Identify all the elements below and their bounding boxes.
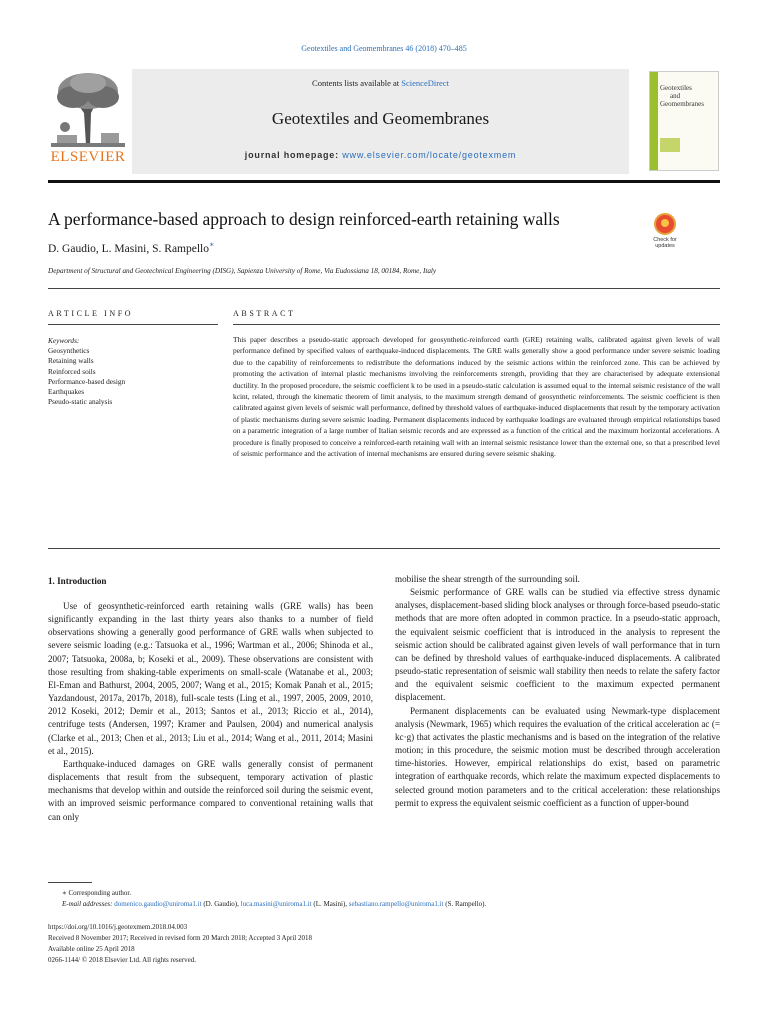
keyword-item: Pseudo-static analysis (48, 397, 113, 407)
keyword-item: Reinforced soils (48, 366, 96, 376)
article-info-heading: ARTICLE INFO (48, 309, 134, 318)
doi-link[interactable]: https://doi.org/10.1016/j.geotexmem.2018.04.003 (48, 923, 188, 931)
keywords-block (48, 336, 218, 407)
elsevier-logo[interactable] (48, 69, 128, 169)
journal-header (48, 69, 720, 177)
publisher-wordmark: ELSEVIER (50, 149, 126, 165)
journal-reference-link[interactable]: Geotextiles and Geomembranes 46 (2018) 470–485 (301, 44, 467, 53)
available-online: Available online 25 April 2018 (48, 945, 135, 953)
check-updates-label: Check for updates (653, 237, 677, 249)
abstract-rule (233, 324, 720, 325)
email-link-gaudio[interactable]: domenico.gaudio@uniroma1.it (114, 900, 202, 908)
keyword-item: Retaining walls (48, 356, 94, 366)
abstract-bottom-rule (48, 548, 720, 549)
contents-prefix: Contents lists available at (312, 78, 402, 88)
body-paragraph: Permanent displacements can be evaluated using Newmark-type displacement analysis (Newmark, 1965) which requires the evaluation of the critical acceleration ac (= kc·g) that activates the plastic mechanisms and is based on the integration of the relative motion; in this procedure, the seismic motion must be described through acceleration time-histories. However, empirical relationships do exist, based on parametric integration of earthquake records, which relate the maximum expected displacements to selected ground motion parameters and to the critical acceleration: these relationships permit to express the equivalent seismic coefficient as a function of upper-bound (395, 705, 720, 808)
body-paragraph: Use of geosynthetic-reinforced earth retaining walls (GRE walls) has been significantly expanding in the last thirty years also thanks to a number of field observations showing a generally good performance of GRE walls when subjected to severe seismic loading (e.g.: Tatsuoka et al., 1996; Wartman et al., 2006; Shinoda et al., 2007; Tatsuoka, 2008a, b; Koseki et al., 2009). These observations are consistent with those resulting from shaking-table experiments on small-scale (Watanabe et al., 2003; El-Eman and Bathurst, 2004, 2005, 2007; Wang et al., 2015; Komak Panah et al., 2015; Yazdandoust, 2017a, 2017b, 2018), full-scale tests (Ling et al., 1997, 2005, 2009, 2010, 2012 Koseki, 2012; Demir et al., 2013; Santos et al., 2013; Riccio et al., 2014), centrifuge tests (Andersen, 1997; Kramer and Paulsen, 2004) and numerical analysis (Clarke et al., 2013; Chen et al., 2013; Liu et al., 2014; Wang et al., 2011, 2014; Masini et al., 2015). (48, 601, 373, 756)
email-name-masini: (L. Masini), (311, 900, 349, 908)
footnote-rule (48, 882, 92, 883)
sciencedirect-link[interactable]: ScienceDirect (401, 78, 449, 88)
keyword-item: Geosynthetics (48, 346, 90, 356)
authors-text: D. Gaudio, L. Masini, S. Rampello (48, 242, 209, 255)
keyword-item: Earthquakes (48, 387, 85, 397)
homepage-label: journal homepage: (244, 150, 343, 160)
email-link-masini[interactable]: luca.masini@uniroma1.it (240, 900, 312, 908)
journal-homepage (132, 150, 629, 160)
cover-title-line-2: and (670, 92, 681, 100)
body-paragraph: Earthquake-induced damages on GRE walls generally consist of permanent displacements that result from the subsequent, temporary activation of plastic mechanisms that develop within and outside the reinforced soil during the seismic event, with an improved seismic performance compared to conventional retaining walls that can only (48, 758, 373, 822)
journal-cover-thumbnail[interactable] (649, 71, 719, 171)
header-rule (48, 180, 720, 183)
affiliation-rule (48, 288, 720, 289)
email-label: E-mail addresses: (62, 900, 115, 908)
body-right-column (395, 573, 720, 810)
homepage-link[interactable]: www.elsevier.com/locate/geotexmem (342, 150, 517, 160)
corresponding-author-note: ∗ Corresponding author. (62, 889, 132, 897)
contents-line (132, 78, 629, 88)
email-name-gaudio: (D. Gaudio), (201, 900, 241, 908)
section-heading-introduction: 1. Introduction (48, 576, 107, 586)
cover-title-line-3: Geomembranes (660, 100, 704, 108)
abstract-heading: ABSTRACT (233, 309, 296, 318)
received-dates: Received 8 November 2017; Received in revised form 20 March 2018; Accepted 3 April 2018 (48, 934, 312, 942)
cover-title (660, 84, 704, 108)
email-link-rampello[interactable]: sebastiano.rampello@uniroma1.it (348, 900, 444, 908)
body-paragraph: Seismic performance of GRE walls can be studied via effective stress dynamic analyses, displacement-based sliding block analyses or through force-based pseudo-static methods that are more often adopted in common practice. In a pseudo-static approach, the equivalent seismic coefficient that is introduced in the analysis to represent the seismic action should be calibrated against given levels of wall performance that in turn can be defined by threshold values of earthquake-induced displacements. A calibrated pseudo-static representation of seismic wall stability then needs to relate the safety factor and the equivalent seismic coefficient to the maximum expected permanent displacement. (395, 587, 721, 703)
copyright: 0266-1144/ © 2018 Elsevier Ltd. All rights reserved. (48, 956, 196, 964)
elsevier-tree-icon (51, 69, 125, 147)
journal-title: Geotextiles and Geomembranes (271, 109, 490, 128)
email-name-rampello: (S. Rampello). (443, 900, 487, 908)
journal-banner (132, 69, 629, 174)
keyword-item: Performance-based design (48, 376, 126, 386)
article-title: A performance-based approach to design reinforced-earth retaining walls (48, 209, 560, 229)
check-updates-icon (654, 213, 676, 235)
author-list (48, 240, 214, 255)
corresponding-author-mark[interactable]: ∗ (209, 240, 215, 249)
cover-title-line-1: Geotextiles (660, 84, 692, 92)
email-addresses (48, 899, 486, 909)
article-info-rule (48, 324, 218, 325)
cover-badge (660, 138, 680, 152)
check-for-updates-button[interactable] (645, 213, 685, 255)
keywords-label: Keywords: (48, 336, 80, 345)
abstract-text: This paper describes a pseudo-static approach developed for geosynthetic-reinforced earth (GRE) retaining walls, calibrated against given levels of wall performance defined by specified values of earthquake-induced displacements. The GRE walls generally show a good performance under severe seismic loading due to the capability of reinforcements to redistribute the deformations induced by the seismic actions within the reinforced zone. This can be achieved by promoting the activation of internal plastic mechanisms involving the reinforcements strength, providing that they are characterised by adequate extensional ductility. In the proposed procedure, the seismic coefficient k to be used in a pseudo-static calculation is assumed equal to the internal seismic resistance of the wall kcint, related, through the kinematic theorem of limit analysis, to the maximum strength demand of geosynthetic reinforcements. The seismic coefficient is then calibrated against given levels of seismic wall performance, defined by threshold values of earthquake-induced displacements that result by the temporary activation of plastic mechanisms during severe seismic loading. Permanent displacements induced by earthquake loadings are evaluated through empirical relationships based on a parametric integration of a large number of Italian seismic records and are expressed as a function of the critical and the maximum horizontal accelerations. A procedure is finally proposed to conceive a reinforced-earth retaining wall with an internal seismic resistance lower than the external one, so that a prescribed level of seismic performance and the activation of internal mechanisms are ensured during severe seismic shaking. (233, 335, 720, 459)
body-left-column (48, 600, 373, 824)
cover-strip (650, 72, 658, 170)
affiliation: Department of Structural and Geotechnical Engineering (DISG), Sapienza University of Rome, Via Eudossiana 18, 00184, Rome, Italy (48, 267, 437, 275)
body-paragraph: mobilise the shear strength of the surrounding soil. (395, 574, 580, 584)
